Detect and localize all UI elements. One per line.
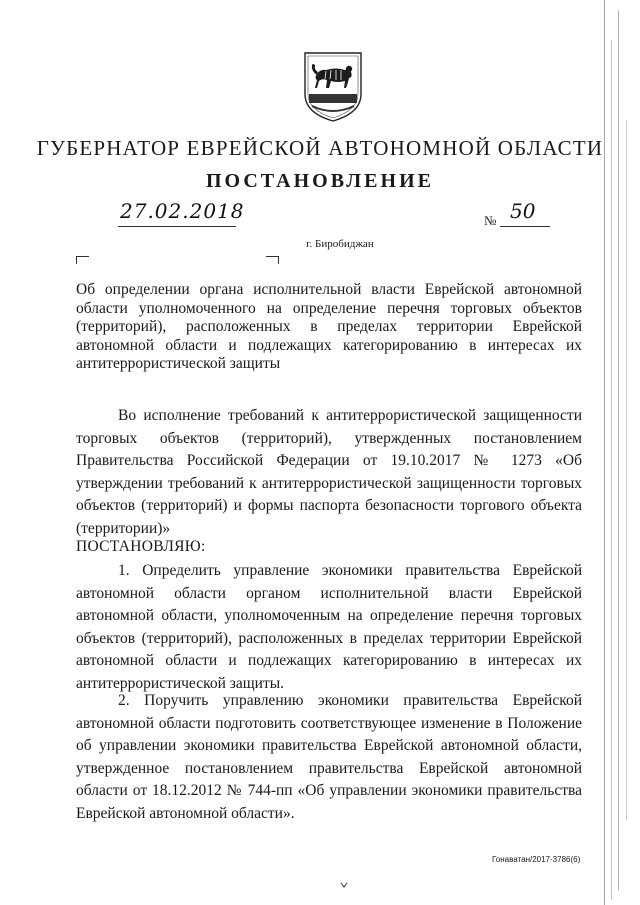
number-label: № xyxy=(484,213,497,228)
document-type-heading: ПОСТАНОВЛЕНИЕ xyxy=(206,170,434,192)
preamble-paragraph: Во исполнение требований к антитеррористической защищенности торговых объектов (территорий), утвержденных постановлением Правительства Российской Федерации от 19.10.2017 № 1273 «Об утверждении требований к антитеррористической защищенности торговых объектов (территорий) и формы паспорта безопасности торгового объекта (территории)» xyxy=(76,407,582,537)
scan-mark xyxy=(340,882,348,888)
city-label: г. Биробиджан xyxy=(306,238,374,250)
resolve-heading: ПОСТАНОВЛЯЮ: xyxy=(76,538,206,555)
decree-number: 50 xyxy=(510,199,536,223)
scan-edge-line xyxy=(626,120,627,820)
subject-corner-mark xyxy=(76,256,89,264)
clause-2: 2. Поручить управлению экономики правительства Еврейской автономной области подготовить соответствующее изменение в Положение об управлении экономики правительства Еврейской автономной области, утвержденное постановлением правительства Еврейской автономной области от 18.12.2012 № 744-пп «Об управлении экономики правительства Еврейской автономной области». xyxy=(76,692,582,822)
registry-code: Гонаватан/2017-3786(6) xyxy=(492,855,581,864)
authority-heading: ГУБЕРНАТОР ЕВРЕЙСКОЙ АВТОНОМНОЙ ОБЛАСТИ xyxy=(36,136,604,160)
clause-1: 1. Определить управление экономики правительства Еврейской автономной области органом исполнительной власти Еврейской автономной области, уполномоченным на определение перечня торговых объектов (территорий), расположенных в пределах территории Еврейской автономной области и подлежащих категорированию в интересах их антитеррористической защиты. xyxy=(76,562,582,692)
decree-date: 27.02.2018 xyxy=(120,199,245,223)
date-underline xyxy=(118,226,236,227)
number-underline xyxy=(500,226,550,227)
subject-corner-mark xyxy=(266,256,279,264)
tiger-coat-of-arms-icon xyxy=(302,50,364,124)
scan-edge-line xyxy=(611,40,612,900)
decree-subject: Об определении органа исполнительной власти Еврейской автономной области уполномоченного на определение перечня торговых объектов (территорий), расположенных в пределах территории Еврейской автономной области и подлежащих категорированию в интересах их антитеррористической защиты xyxy=(76,281,582,372)
